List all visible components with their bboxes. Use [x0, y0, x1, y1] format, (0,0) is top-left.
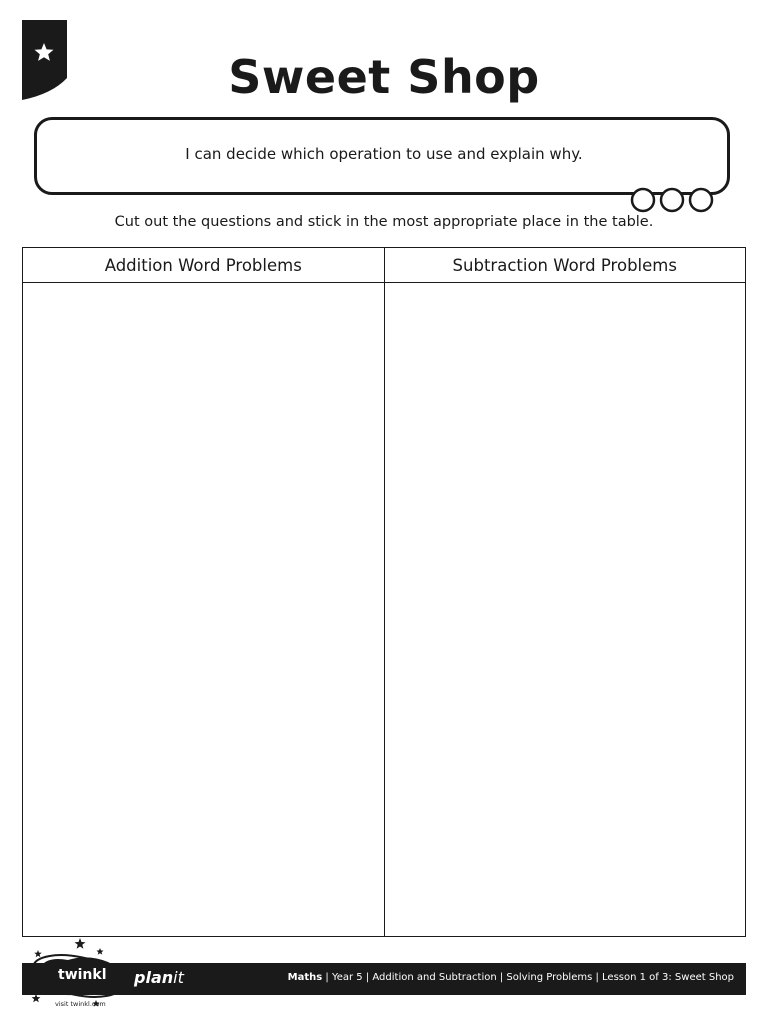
planit-logo: planit: [134, 968, 184, 987]
instruction-text: Cut out the questions and stick in the most appropriate place in the table.: [114, 214, 654, 230]
addition-column-header: Addition Word Problems: [23, 248, 385, 283]
addition-column-area: [23, 283, 385, 937]
star-icon: [34, 950, 42, 957]
page-title: Sweet Shop: [228, 50, 540, 104]
star-icon: [97, 948, 104, 955]
star-icon: [75, 938, 86, 949]
subtraction-column-header: Subtraction Word Problems: [384, 248, 746, 283]
learning-objective: I can decide which operation to use and explain why.: [185, 145, 583, 163]
footer-details: | Year 5 | Addition and Subtraction | Solving Problems | Lesson 1 of 3: Sweet Shop: [325, 972, 734, 983]
star-icon: [32, 994, 41, 1002]
twinkl-brand-text: twinkl: [58, 967, 107, 983]
thought-bubbles: [628, 186, 716, 214]
website-text: visit twinkl.com: [55, 1000, 106, 1008]
subtraction-column-area: [384, 283, 746, 937]
footer-info: [288, 972, 734, 983]
footer-subject: Maths: [287, 972, 323, 983]
sorting-table: [22, 247, 746, 937]
